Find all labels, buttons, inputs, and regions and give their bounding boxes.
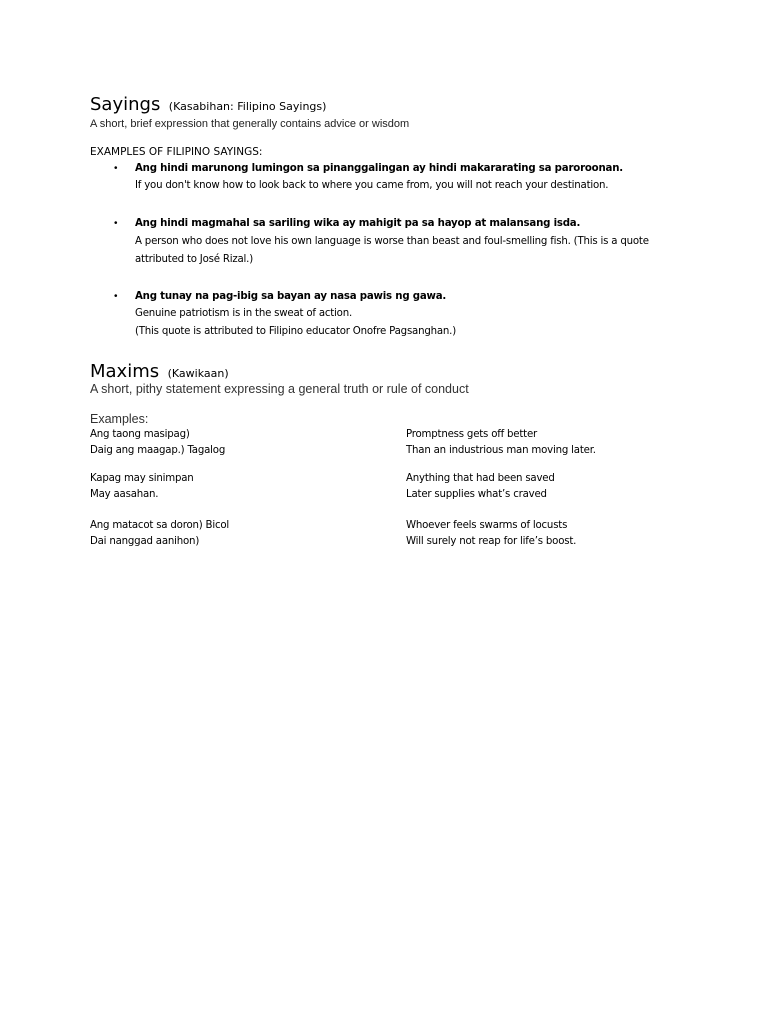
maxims-description: A short, pithy statement expressing a general truth or rule of conduct — [90, 382, 469, 396]
saying-tagalog: Ang hindi magmahal sa sariling wika ay mahigit pa sa hayop at malansang isda. — [135, 218, 581, 229]
saying-english: Genuine patriotism is in the sweat of action. — [135, 308, 353, 319]
sayings-description: A short, brief expression that generally contains advice or wisdom — [90, 118, 410, 130]
maxims-subtitle: (Kawikaan) — [167, 367, 229, 380]
maxim-english-line: Than an industrious man moving later. — [406, 445, 596, 456]
bullet-icon: • — [114, 291, 118, 302]
maxim-english-line: Anything that had been saved — [406, 473, 555, 484]
sayings-title: Sayings — [90, 94, 161, 115]
saying-english: (This quote is attributed to Filipino educator Onofre Pagsanghan.) — [135, 326, 456, 337]
sayings-examples-label: EXAMPLES OF FILIPINO SAYINGS: — [90, 146, 263, 158]
saying-tagalog: Ang tunay na pag-ibig sa bayan ay nasa pawis ng gawa. — [135, 291, 447, 302]
maxim-tagalog-line: May aasahan. — [90, 489, 159, 500]
saying-english: A person who does not love his own language is worse than beast and foul-smelling fish. (This is a quote — [135, 236, 649, 247]
maxims-title: Maxims — [90, 361, 160, 382]
maxim-tagalog-line: Dai nanggad aanihon) — [90, 536, 200, 547]
maxim-english-line: Later supplies what’s craved — [406, 489, 547, 500]
maxim-tagalog-line: Daig ang maagap.) Tagalog — [90, 445, 226, 456]
maxim-tagalog-line: Ang taong masipag) — [90, 429, 190, 440]
saying-english: attributed to José Rizal.) — [135, 254, 254, 265]
sayings-heading — [90, 94, 326, 115]
maxim-tagalog-line: Kapag may sinimpan — [90, 473, 194, 484]
bullet-icon: • — [114, 163, 118, 174]
maxim-english-line: Promptness gets off better — [406, 429, 538, 440]
sayings-subtitle: (Kasabihan: Filipino Sayings) — [168, 100, 327, 113]
maxim-english-line: Will surely not reap for life’s boost. — [406, 536, 577, 547]
maxim-english-line: Whoever feels swarms of locusts — [406, 520, 568, 531]
bullet-icon: • — [114, 218, 118, 229]
maxim-tagalog-line: Ang matacot sa doron) Bicol — [90, 520, 230, 531]
saying-tagalog: Ang hindi marunong lumingon sa pinanggalingan ay hindi makararating sa paroroonan. — [135, 163, 623, 174]
saying-english: If you don't know how to look back to where you came from, you will not reach your destination. — [135, 180, 609, 191]
maxims-heading — [90, 361, 229, 382]
maxims-examples-label: Examples: — [90, 412, 149, 426]
